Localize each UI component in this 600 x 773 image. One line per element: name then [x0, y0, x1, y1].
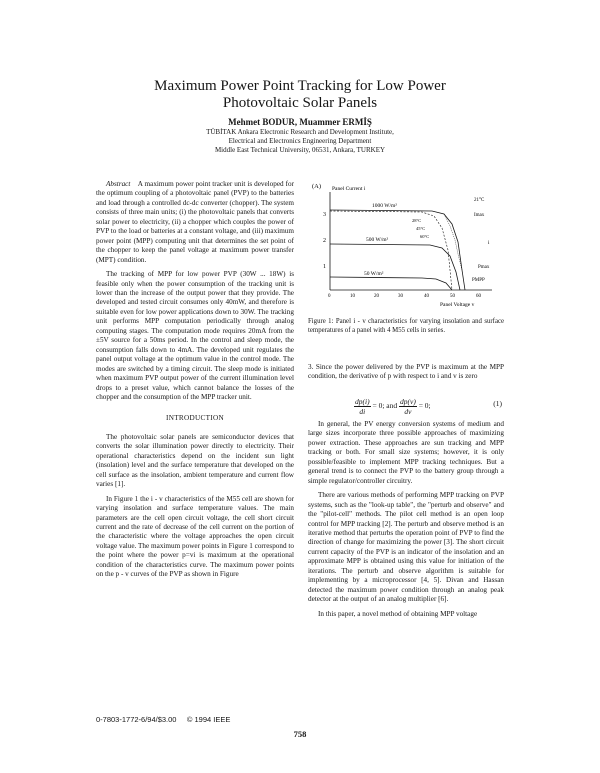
abstract-paragraph-2: The tracking of MPP for low power PVP (30W ... 18W) is feasible only when the power consumption of the tracking unit is lower than the increase of the output power that they provide. The developed and tested circuit consumes only 40mW, and therefore is suitable even for low power applications down to 30W. The tracking unit performs MPP computation periodically through analog computing stages. The computation mode requires 20mA from the ±5V source for a 50ms period. In the control and sleep mode, the consumption falls down to 4mA. The developed unit regulates the panel output voltage at the optimum value in the control mode. The modes are switched by a timing circuit. The sleep mode is initiated when maximum PVP output power of the current illumination level drops to a preset value, which cannot balance the losses of the chopper and the consumption of the MPP tracker unit.: [96, 270, 294, 401]
affiliation-line-2: Electrical and Electronics Engineering Department: [228, 137, 372, 145]
y-tick-2: 2: [323, 238, 326, 244]
footer-copyright: © 1994 IEEE: [186, 715, 231, 724]
authors: Mehmet BODUR, Muammer ERMİŞ: [228, 117, 372, 127]
y-tick-1: 1: [323, 264, 326, 270]
temp-label-45: 45°C: [416, 226, 426, 231]
paper-title: [0, 78, 600, 112]
insolation-label-1000: 1000 W/m²: [372, 203, 397, 209]
curve-500: [330, 244, 460, 290]
left-column: [96, 180, 294, 585]
equation-number: (1): [493, 399, 502, 408]
frac-num-2: dp(v): [400, 397, 416, 406]
page-number: 758: [293, 729, 307, 739]
right-label-pmax: Pmax: [478, 265, 490, 270]
affiliation-line-3: Middle East Technical University, 06531, Ankara, TURKEY: [214, 146, 386, 154]
x-tick-40: 40: [424, 294, 429, 299]
x-tick-50: 50: [450, 294, 455, 299]
equation-1: [308, 394, 504, 416]
equation-mid: = 0; and: [372, 401, 398, 411]
x-tick-0: 0: [328, 294, 331, 299]
right-paragraph-1: 3. Since the power delivered by the PVP is maximum at the MPP condition, the derivative of p with respect to i and v is zero: [308, 363, 504, 381]
right-paragraph-4: In this paper, a novel method of obtaining MPP voltage: [318, 609, 478, 618]
y-axis-label: Panel Current i: [332, 186, 366, 192]
x-tick-10: 10: [350, 294, 355, 299]
frac-num-1: dp(i): [355, 397, 370, 406]
abstract-label: Abstract: [106, 180, 131, 188]
right-column: [308, 363, 504, 387]
right-paragraph-2: In general, the PV energy conversion systems of medium and large sizes incorporate three possible approaches of maximizing power extraction. These approaches are sun tracking and MPP tracking or both. For small size systems; however, it is only possible/feasible to implement MPP tracking techniques. But a general trend is to connect the PVP to the battery group through a simple regulator/controller circuitry.: [308, 420, 504, 485]
right-label-i: i: [488, 240, 490, 246]
insolation-label-50: 50 W/m²: [364, 271, 384, 277]
x-tick-30: 30: [398, 294, 403, 299]
abstract-paragraph: [96, 180, 294, 265]
equation-body: [354, 397, 431, 416]
x-tick-60: 60: [476, 294, 481, 299]
right-paragraph-3: There are various methods of performing MPP tracking on PVP systems, such as the "look-up table", the "perturb and observe" and the "pilot-cell" methods. The pilot cell method is an open loop control for MPP tracking [2]. The perturb and observe method is an iterative method that perturbs the operation point of PVP to find the direction of change for maximizing the power [3]. The short circuit current capacity of the PVP is an indicator of the insolation and an approximate MPP is obtained using this value for initiation of the iterations. The perturb and observe algorithm is suitable for implementing by a microprocessor [4, 5]. Divan and Hassan detected the maximum power condition through an analog peak detector at the output of an analog multiplier [6].: [308, 491, 504, 604]
right-label-pmpp: PMPP: [472, 278, 485, 283]
figure-1: [312, 180, 502, 317]
insolation-label-500: 500 W/m²: [366, 237, 389, 243]
footer-ids: [96, 715, 296, 724]
affiliation: [0, 128, 600, 155]
footer-code: 0-7803-1772-6/94/$3.00: [96, 715, 177, 724]
fraction-dp-dv: [399, 397, 417, 416]
curve-50: [330, 277, 452, 290]
introduction-heading: INTRODUCTION: [166, 414, 224, 423]
x-axis-label: Panel Voltage v: [440, 302, 475, 308]
affiliation-line-1: TÜBİTAK Ankara Electronic Research and Development Institute,: [206, 128, 394, 136]
fraction-dp-di: [354, 397, 371, 416]
right-label-imax: Imax: [474, 213, 485, 218]
right-column-continued: [308, 420, 504, 624]
temp-label-28: 28°C: [412, 218, 422, 223]
curve-1000-hot: [330, 211, 452, 290]
figure-1-caption: Figure 1: Panel i - v characteristics for varying insolation and surface temperatures of a panel with 4 M55 cells in series.: [308, 318, 504, 334]
equation-end: = 0;: [418, 401, 431, 411]
mpp-locus: [444, 214, 462, 270]
intro-paragraph-2: In Figure 1 the i - v characteristics of the M55 cell are shown for varying insolation and surface temperature values. The main parameters are the cell open circuit voltage, the cell short circuit current and the rate of decrease of the cell current on the portion of the characteristic where the voltage approaches the open circuit voltage value. The maximum power points in Figure 1 correspond to the point where the power p=vi is maximum at the operational condition of the characteristics curve. The maximum power points on the p - v curves of the PVP as shown in Figure: [96, 494, 294, 579]
title-line-2: Photovoltaic Solar Panels: [222, 95, 378, 111]
x-tick-20: 20: [374, 294, 379, 299]
temp-label-60: 60°C: [420, 234, 430, 239]
figure-1-plot: [312, 180, 502, 317]
temp-label-21: 21°C: [474, 198, 485, 203]
frac-den-2: dv: [404, 407, 412, 416]
frac-den-1: di: [359, 407, 366, 416]
intro-paragraph-1: The photovoltaic solar panels are semiconductor devices that converts the solar illumination power directly to electricity. Their operational characteristics depend on the incident sun light (insolation) level and the surface temperature that developed on the cell surface as the insolation, ambient temperature and current flow varies [1].: [96, 432, 294, 489]
abstract-text: A maximum power point tracker unit is developed for the optimum coupling of a photovoltaic panel (PVP) to the batteries and load through a controlled dc-dc converter (chopper). The system consists of three main units; (i) the photovoltaic panels that converts solar power to electricity, (ii) a chopper which couples the power of PVP to the load or batteries at a constant voltage, and (iii) maximum power point (MPP) computing unit that determines the set point of the chopper to keep the panel voltage at maximum power transfer (MPT) condition.: [96, 180, 294, 264]
figure-panel-label: (A): [312, 183, 322, 190]
title-line-1: Maximum Power Point Tracking for Low Power: [154, 78, 446, 94]
y-tick-3: 3: [323, 212, 326, 218]
